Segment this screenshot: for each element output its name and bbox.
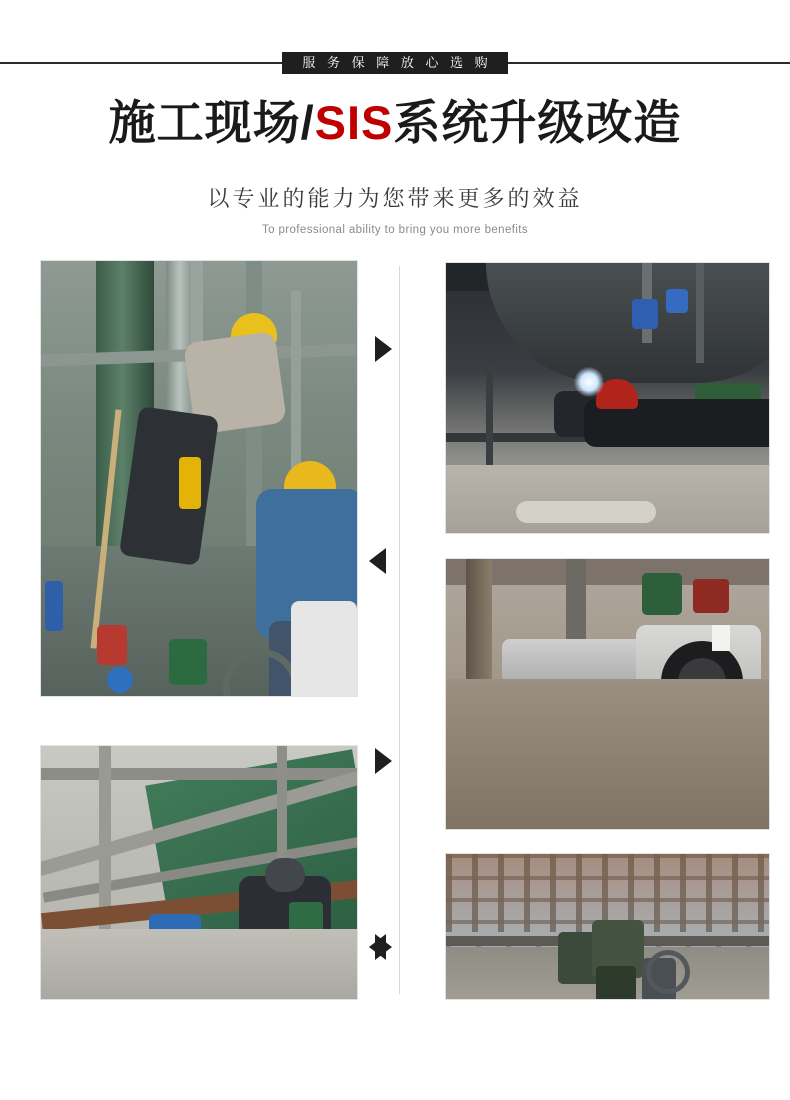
arrow-left-middle [369, 548, 386, 574]
badge-rule-right [508, 62, 790, 64]
page-title-suffix: 系统升级改造 [393, 96, 682, 149]
photo-worker-under-green-tank[interactable] [40, 745, 358, 1000]
photo-plant-steel-structure[interactable] [445, 853, 770, 1000]
service-guarantee-badge: 服 务 保 障 放 心 选 购 [282, 52, 507, 74]
header-badge-row [0, 52, 790, 74]
photo-plant-steel-structure-scene [446, 854, 769, 999]
arrow-right-middle [375, 748, 392, 774]
subtitle-english: To professional ability to bring you more benefits [261, 223, 529, 236]
photo-gallery [40, 260, 750, 1000]
arrow-right-top [375, 336, 392, 362]
page-title-accent: SIS [314, 96, 394, 149]
arrow-right-bottom [375, 934, 392, 960]
photo-pneumatic-actuator-valve-scene [446, 559, 769, 829]
badge-rule-left [0, 62, 282, 64]
photo-welding-under-vessel[interactable] [445, 262, 770, 534]
photo-pneumatic-actuator-valve[interactable] [445, 558, 770, 830]
gallery-divider [399, 266, 400, 994]
page-title-prefix: 施工现场/ [108, 96, 315, 149]
photo-workers-on-tower[interactable] [40, 260, 358, 697]
photo-welding-under-vessel-scene [446, 263, 769, 533]
photo-workers-on-tower-scene [41, 261, 357, 696]
photo-worker-under-green-tank-scene [41, 746, 357, 999]
subtitle-chinese: 以专业的能力为您带来更多的效益 [207, 185, 583, 211]
page-title [0, 96, 790, 150]
